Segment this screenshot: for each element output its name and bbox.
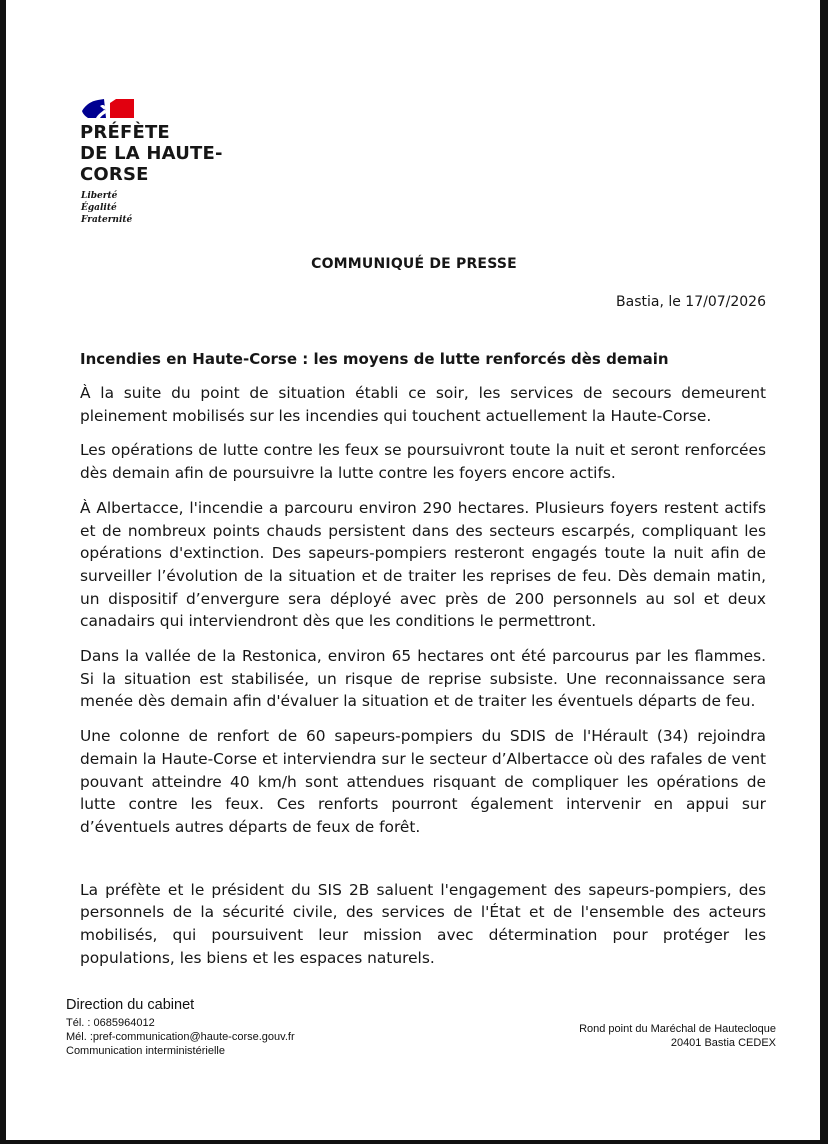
phone-number: Tél. : 0685964012 bbox=[66, 1017, 155, 1029]
headline: Incendies en Haute-Corse : les moyens de lutte renforcés dès demain bbox=[80, 350, 669, 368]
republic-motto bbox=[81, 190, 132, 226]
office-name: Direction du cabinet bbox=[66, 997, 195, 1013]
motto-egalite: Égalité bbox=[81, 203, 117, 213]
marianne-flag-logo bbox=[80, 98, 134, 118]
paragraph: Les opérations de lutte contre les feux se poursuivront toute la nuit et seront renforcées dès demain afin de poursuivre la lutte contre les foyers encore actifs. bbox=[80, 441, 766, 483]
left-edge-shadow bbox=[0, 0, 6, 1144]
paragraph: À la suite du point de situation établi ce soir, les services de secours demeurent pleinement mobilisés sur les incendies qui touchent actuellement la Haute-Corse. bbox=[80, 384, 766, 425]
place-and-date: Bastia, le 17/07/2026 bbox=[616, 294, 766, 310]
paragraph: Dans la vallée de la Restonica, environ 65 hectares ont été parcourus par les flammes. Si la situation est stabilisée, un risque de reprise subsiste. Une reconnaissance sera menée dès demain afin d'évaluer la situation et de traiter les éventuels départs de feu. bbox=[80, 647, 766, 711]
paragraph: Une colonne de renfort de 60 sapeurs-pompiers du SDIS de l'Hérault (34) rejoindra demain la Haute-Corse et interviendra sur le secteur d’Albertacce où des rafales de vent pouvant atteindre 40 km/h sont attendues risquant de compliquer les opérations de lutte contre les feux. Ces renforts pourront également intervenir en appui sur d’éventuels autres départs de feux de forêt. bbox=[80, 727, 766, 836]
paragraph: À Albertacce, l'incendie a parcouru environ 290 hectares. Plusieurs foyers restent actifs et de nombreux points chauds persistent dans des secteurs escarpés, compliquant les opérations d'extinction. Des sapeurs-pompiers resteront engagés toute la nuit afin de surveiller l’évolution de la situation et de traiter les reprises de feu. Dès demain matin, un dispositif d’envergure sera déployé avec près de 200 personnels au sol et deux canadairs qui interviendront dès que les conditions le permettront. bbox=[80, 498, 766, 631]
address-line: Rond point du Maréchal de Hautecloque bbox=[579, 1023, 776, 1035]
prefecture-name bbox=[80, 122, 223, 185]
service-name: Communication interministérielle bbox=[66, 1045, 225, 1057]
contact-block bbox=[66, 997, 295, 1058]
email-address: Mél. :pref-communication@haute-corse.gouv.fr bbox=[66, 1031, 295, 1043]
prefecture-name-line: DE LA HAUTE- bbox=[80, 143, 223, 164]
prefecture-name-line: CORSE bbox=[80, 164, 149, 185]
bottom-edge-shadow bbox=[0, 1140, 828, 1144]
postal-address bbox=[579, 1022, 776, 1050]
body-text bbox=[80, 382, 766, 981]
address-line: 20401 Bastia CEDEX bbox=[670, 1037, 776, 1049]
right-edge-shadow bbox=[820, 0, 828, 1144]
closing-paragraph: La préfète et le président du SIS 2B saluent l'engagement des sapeurs-pompiers, des personnels de la sécurité civile, des services de l'État et de l'ensemble des acteurs mobilisés, qui poursuivent leur mission avec détermination pour protéger les populations, les biens et les espaces naturels. bbox=[80, 880, 766, 967]
motto-liberte: Liberté bbox=[81, 191, 118, 201]
prefecture-name-line: PRÉFÈTE bbox=[80, 122, 170, 143]
flag-red-band bbox=[110, 99, 134, 118]
document-type-title: COMMUNIQUÉ DE PRESSE bbox=[311, 256, 517, 272]
motto-fraternite: Fraternité bbox=[81, 215, 133, 225]
